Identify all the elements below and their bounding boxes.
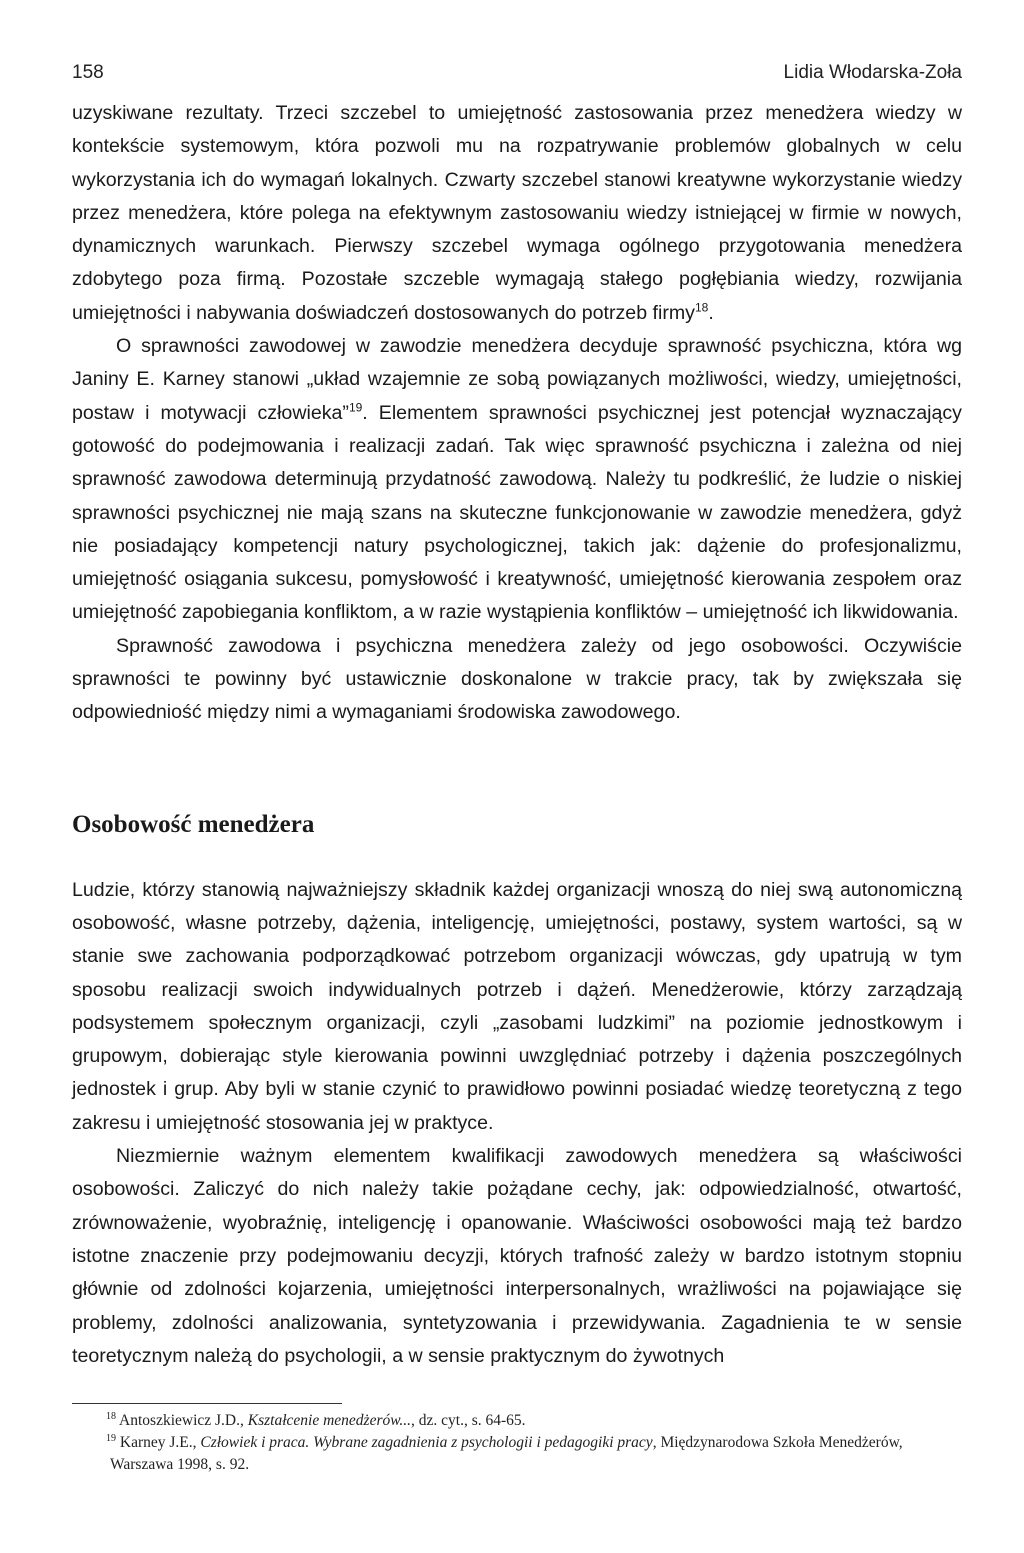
footnote-ref-18: 18 xyxy=(694,300,709,315)
paragraph-2 xyxy=(72,330,962,630)
footnote-18 xyxy=(72,1410,962,1432)
running-header xyxy=(72,62,962,92)
paragraph-1 xyxy=(72,97,962,330)
footnote-19-title: Człowiek i praca. Wybrane zagadnienia z psychologii i pedagogiki pracy xyxy=(200,1434,653,1452)
paragraph-2-rest: . Elementem sprawności psychicznej jest potencjał wyznaczający gotowość do podejmowania i realizacji zadań. Tak więc sprawność psychiczna i zależna od niej sprawność zawodowa determinują przydatność zawodową. Należy tu podkreślić, że ludzie o niskiej sprawności psychicznej nie mają szans na skuteczne funkcjonowanie w zawodzie menedżera, gdyż nie posiadający kompetencji natury psychologicznej, takich jak: dążenie do profesjonalizmu, umiejętność osiągania sukcesu, pomysłowość i kreatywność, umiejętność kierowania zespołem oraz umiejętność zapobiegania konfliktom, a w razie wystąpienia konfliktów – umiejętność ich likwidowania. xyxy=(72,401,962,624)
footnote-divider xyxy=(72,1403,342,1404)
footnote-19-citation: , Międzynarodowa Szkoła Menedżerów, Warszawa 1998, s. 92. xyxy=(110,1434,903,1474)
paragraph-2-text: O sprawności zawodowej w zawodzie menedżera decyduje sprawność psychiczna, która wg Janiny E. Karney stanowi „układ wzajemnie ze sobą powiązanych możliwości, wiedzy, umiejętności, postaw i motywacji człowieka” xyxy=(72,335,962,424)
footnote-19-number: 19 xyxy=(106,1432,116,1444)
paragraph-5: Niezmiernie ważnym elementem kwalifikacji zawodowych menedżera są właściwości osobowości. Zaliczyć do nich należy takie pożądane cechy, jak: odpowiedzialność, otwartość, zrównoważenie, wyobraźnię, inteligencję i opanowanie. Właściwości osobowości mają też bardzo istotne znaczenie przy podejmowaniu decyzji, których trafność zależy w bardzo istotnym stopniu głównie od zdolności kojarzenia, umiejętności interpersonalnych, wrażliwości na pojawiające się problemy, zdolności analizowania, syntetyzowania i przewidywania. Zagadnienia te w sensie teoretycznym należą do psychologii, a w sensie praktycznym do żywotnych xyxy=(72,1145,962,1367)
footnote-18-number: 18 xyxy=(106,1410,116,1422)
section-heading: Osobowość menedżera xyxy=(72,810,315,838)
paragraph-1-end: . xyxy=(708,301,714,324)
paragraph-1-text: uzyskiwane rezultaty. Trzeci szczebel to umiejętność zastosowania przez menedżera wiedzy w kontekście systemowym, która pozwoli mu na rozpatrywanie problemów globalnych w celu wykorzystania ich do wymagań lokalnych. Czwarty szczebel stanowi kreatywne wykorzystanie wiedzy przez menedżera, które polega na efektywnym zastosowaniu wiedzy istniejącej w firmie w nowych, dynamicznych warunkach. Pierwszy szczebel wymaga ogólnego przygotowania menedżera zdobytego poza firmą. Pozostałe szczeble wymagają stałego pogłębiania wiedzy, rozwijania umiejętności i nabywania doświadczeń dostosowanych do potrzeb firmy xyxy=(72,102,962,324)
page xyxy=(72,62,962,1476)
footnote-18-title: Kształcenie menedżerów... xyxy=(247,1412,412,1430)
footnote-19 xyxy=(72,1432,962,1476)
footnote-ref-19: 19 xyxy=(348,400,363,415)
footnote-18-author: Antoszkiewicz J.D., xyxy=(119,1412,248,1430)
footnote-18-citation: , dz. cyt., s. 64-65. xyxy=(411,1412,526,1430)
page-number: 158 xyxy=(72,62,104,83)
running-author: Lidia Włodarska-Zoła xyxy=(783,62,962,83)
footnotes xyxy=(72,1410,962,1476)
paragraph-4: Ludzie, którzy stanowią najważniejszy składnik każdej organizacji wnoszą do niej swą autonomiczną osobowość, własne potrzeby, dążenia, inteligencję, umiejętności, postawy, system wartości, są w stanie swe zachowania podporządkować potrzebom organizacji wówczas, gdy upatrują w tym sposobu realizacji swoich indywidualnych potrzeb i dążeń. Menedżerowie, którzy zarządzają podsystemem społecznym organizacji, czyli „zasobami ludzkimi” na poziomie jednostkowym i grupowym, dobierając style kierowania powinni uwzględniać potrzeby i dążenia poszczególnych jednostek i grup. Aby byli w stanie czynić to prawidłowo powinni posiadać wiedzę teoretyczną z tego zakresu i umiejętność stosowania jej w praktyce. xyxy=(72,878,962,1134)
footnote-19-author: Karney J.E., xyxy=(119,1434,201,1452)
paragraph-3: Sprawność zawodowa i psychiczna menedżera zależy od jego osobowości. Oczywiście sprawności te powinny być ustawicznie doskonalone w trakcie pracy, tak by zwiększała się odpowiedniość między nimi a wymaganiami środowiska zawodowego. xyxy=(72,634,962,724)
